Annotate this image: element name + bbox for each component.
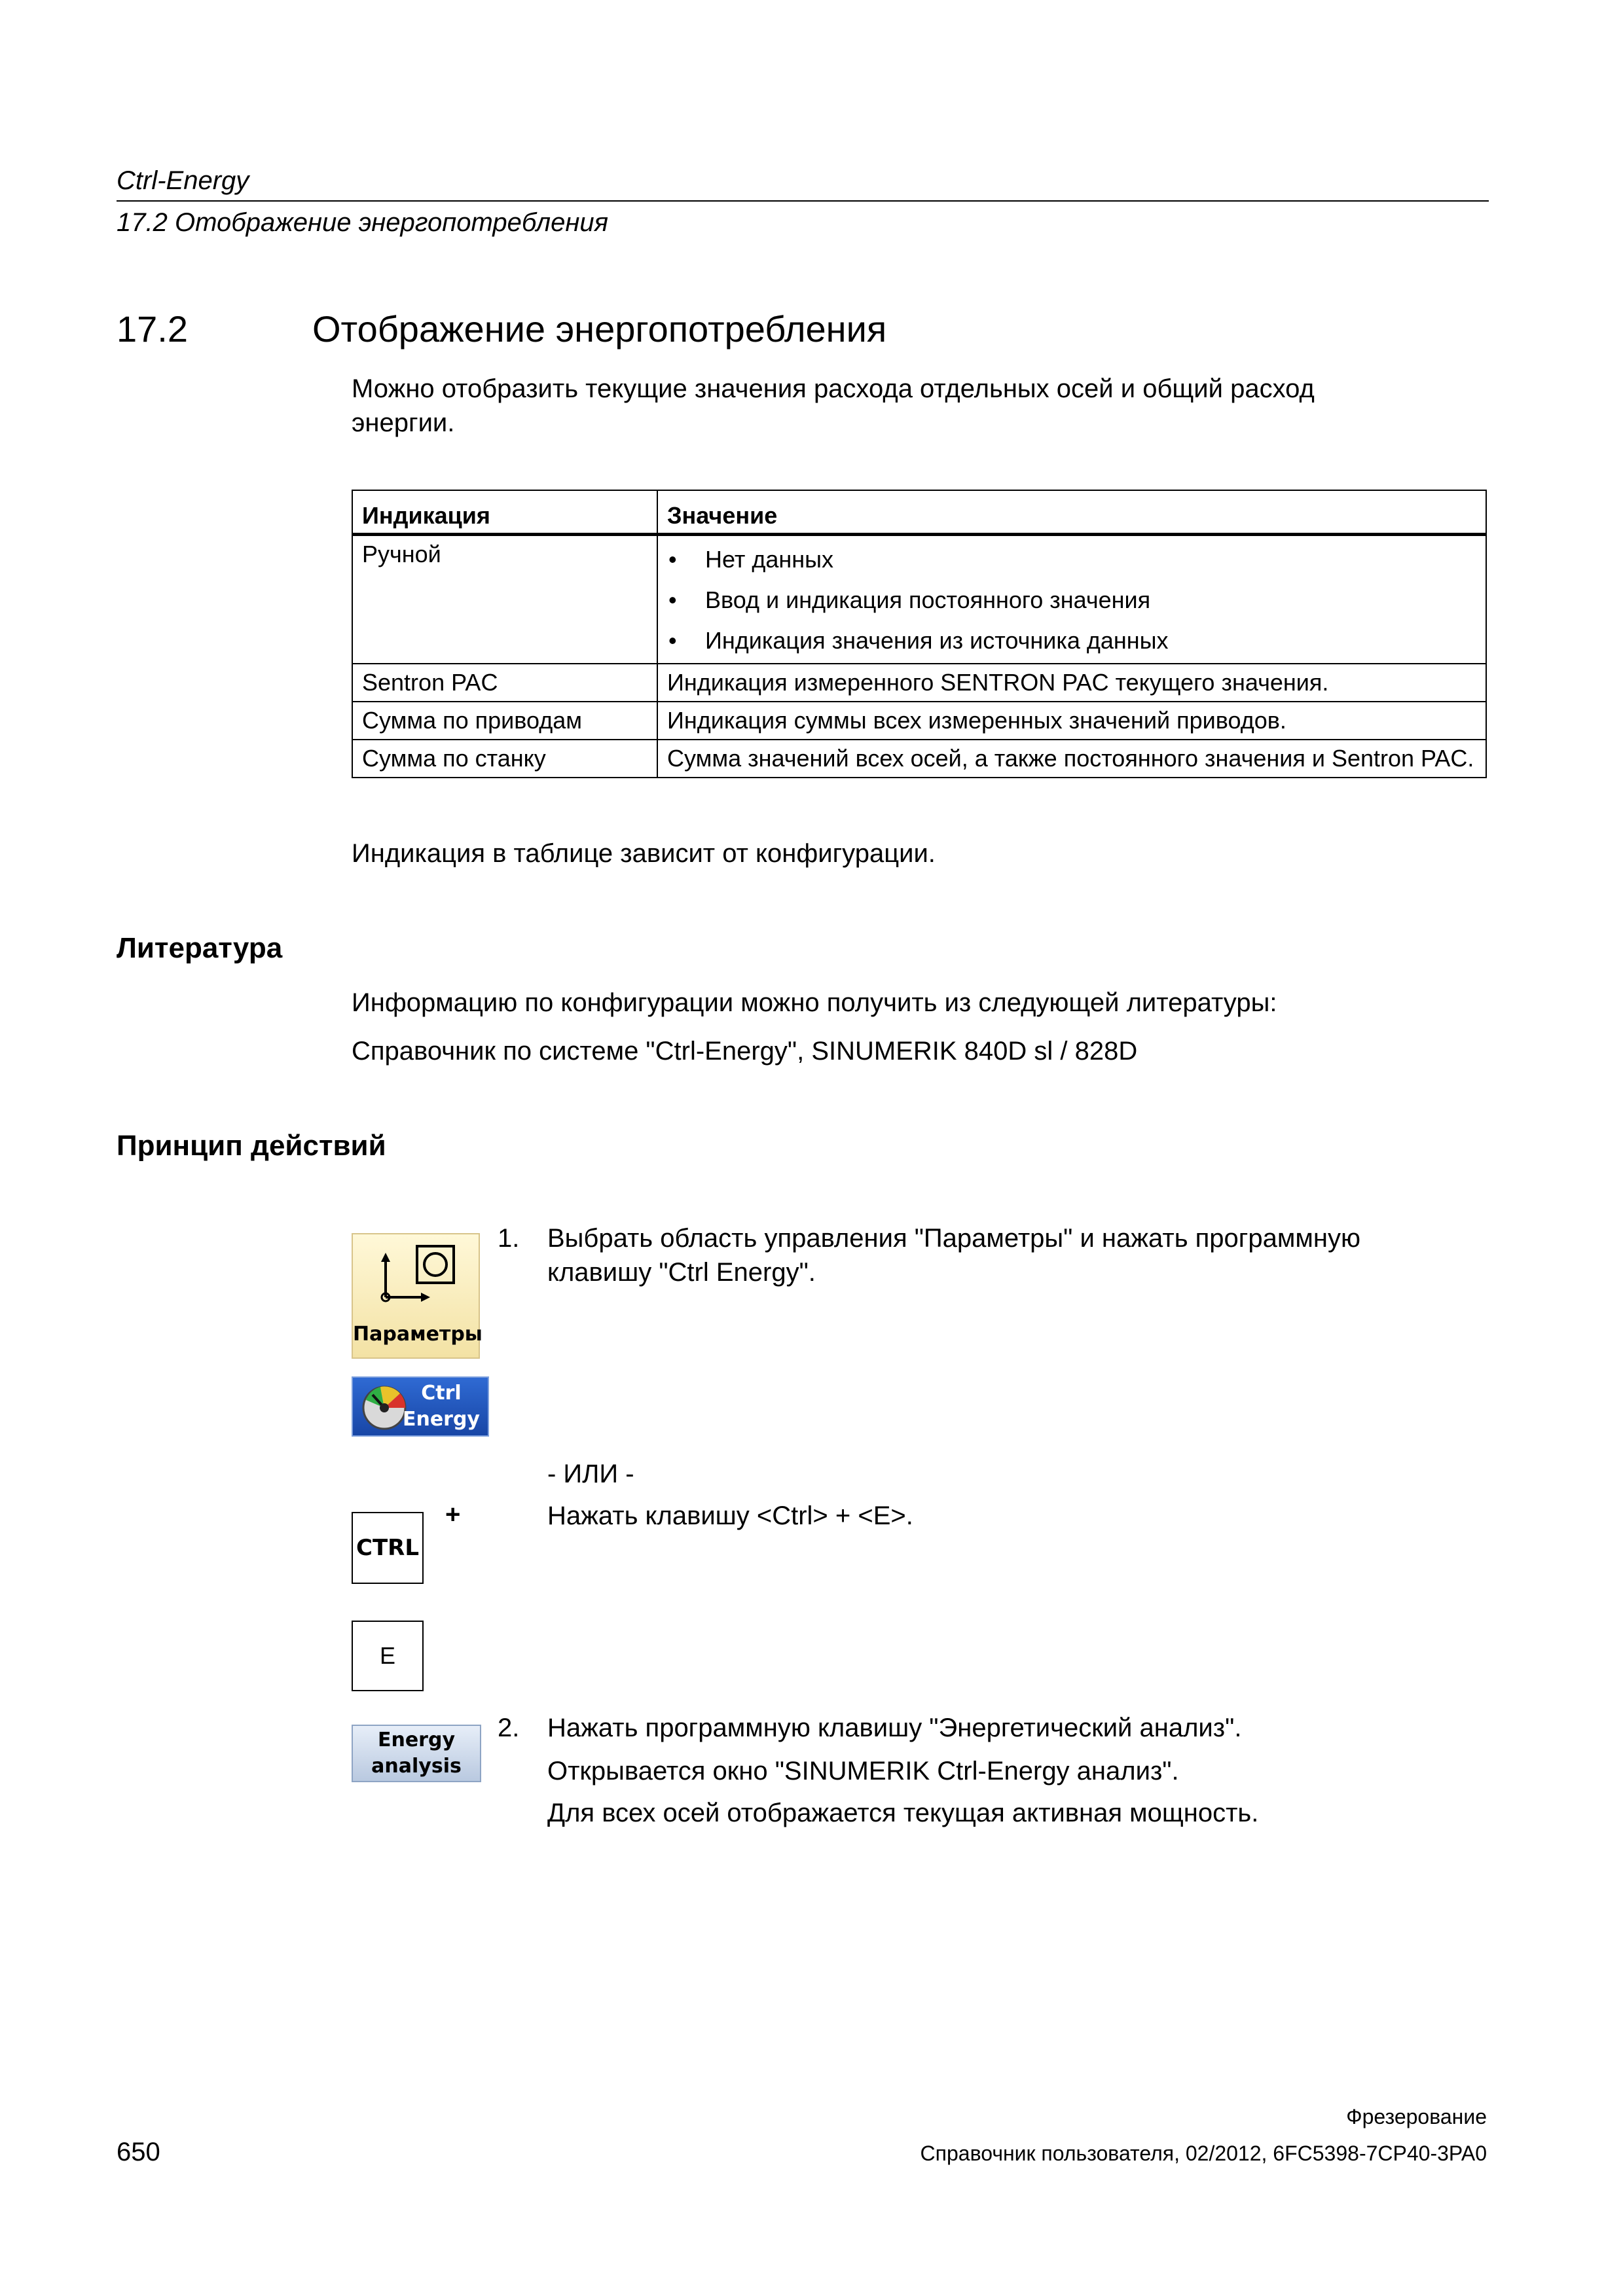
step-2-text-line3: Для всех осей отображается текущая активная мощность. [547, 1799, 1259, 1827]
table-header-row [352, 490, 1486, 535]
principle-heading: Принцип действий [117, 1130, 386, 1162]
step-1-number: 1. [498, 1224, 520, 1253]
list-item [667, 545, 1476, 574]
literature-heading: Литература [117, 932, 283, 964]
ctrl-energy-label-line1: Ctrl [421, 1382, 462, 1405]
table-row [352, 702, 1486, 740]
list-item-text: Нет данных [705, 546, 833, 573]
table-row [352, 740, 1486, 778]
energy-analysis-label-line2: analysis [371, 1755, 462, 1778]
ctrl-key[interactable]: CTRL [352, 1512, 424, 1584]
table-cell-value [657, 535, 1486, 664]
ctrl-energy-softkey-label [403, 1380, 480, 1433]
table-cell-label: Ручной [352, 535, 657, 664]
parameters-softkey[interactable] [352, 1233, 483, 1359]
running-header-section: 17.2 Отображение энергопотребления [117, 208, 608, 237]
table-cell-value: Индикация измеренного SENTRON PAC текущего значения. [657, 664, 1486, 702]
table-header-cell: Индикация [352, 490, 657, 535]
table-cell-label: Sentron PAC [352, 664, 657, 702]
energy-analysis-softkey-label [371, 1727, 462, 1780]
intro-text-line2: энергии. [352, 408, 455, 437]
table-row [352, 535, 1486, 664]
page-number: 650 [117, 2138, 160, 2166]
step-1-text-line1: Выбрать область управления "Параметры" и нажать программную [547, 1224, 1360, 1253]
list-item-text: Индикация значения из источника данных [705, 627, 1169, 654]
table-row [352, 664, 1486, 702]
intro-text-line1: Можно отобразить текущие значения расхода отдельных осей и общий расход [352, 374, 1315, 403]
table-cell-label: Сумма по станку [352, 740, 657, 778]
ctrl-energy-label-line2: Energy [402, 1408, 480, 1431]
bullet-icon: • [668, 627, 677, 654]
e-key[interactable]: E [352, 1621, 424, 1691]
axes-icon [353, 1234, 481, 1319]
parameters-softkey-label: Параметры [353, 1323, 483, 1346]
table-cell-value: Индикация суммы всех измеренных значений приводов. [657, 702, 1486, 740]
step-2-number: 2. [498, 1713, 520, 1742]
energy-analysis-softkey[interactable] [352, 1725, 481, 1782]
step-1-text-line2: клавишу "Ctrl Energy". [547, 1258, 816, 1287]
indication-table [352, 490, 1487, 778]
bullet-icon: • [668, 586, 677, 613]
table-cell-label: Сумма по приводам [352, 702, 657, 740]
bullet-icon: • [668, 546, 677, 573]
or-separator: - ИЛИ - [547, 1460, 634, 1488]
literature-text: Информацию по конфигурации можно получить из следующей литературы: [352, 988, 1277, 1017]
key-combo-text: Нажать клавишу <Ctrl> + <E>. [547, 1501, 913, 1530]
literature-reference: Справочник по системе "Ctrl-Energy", SINUMERIK 840D sl / 828D [352, 1037, 1138, 1066]
step-2-text-line2: Открывается окно "SINUMERIK Ctrl-Energy анализ". [547, 1757, 1179, 1785]
list-item [667, 626, 1476, 655]
section-number: 17.2 [117, 308, 188, 350]
ctrl-energy-softkey[interactable] [352, 1376, 489, 1437]
list-item [667, 586, 1476, 615]
list-item-text: Ввод и индикация постоянного значения [705, 586, 1151, 613]
table-cell-value: Сумма значений всех осей, а также постоянного значения и Sentron PAC. [657, 740, 1486, 778]
table-note: Индикация в таблице зависит от конфигурации. [352, 839, 936, 868]
header-rule [117, 200, 1489, 202]
step-2-text-line1: Нажать программную клавишу "Энергетический анализ". [547, 1713, 1242, 1742]
running-header-chapter: Ctrl-Energy [117, 166, 249, 195]
footer-book-title: Фрезерование [1346, 2105, 1487, 2128]
bullet-list [667, 545, 1476, 655]
energy-analysis-label-line1: Energy [377, 1729, 456, 1751]
section-title: Отображение энергопотребления [312, 308, 887, 350]
footer-manual-info: Справочник пользователя, 02/2012, 6FC5398-7CP40-3PA0 [920, 2142, 1487, 2165]
plus-sign: + [445, 1500, 461, 1529]
table-header-cell: Значение [657, 490, 1486, 535]
